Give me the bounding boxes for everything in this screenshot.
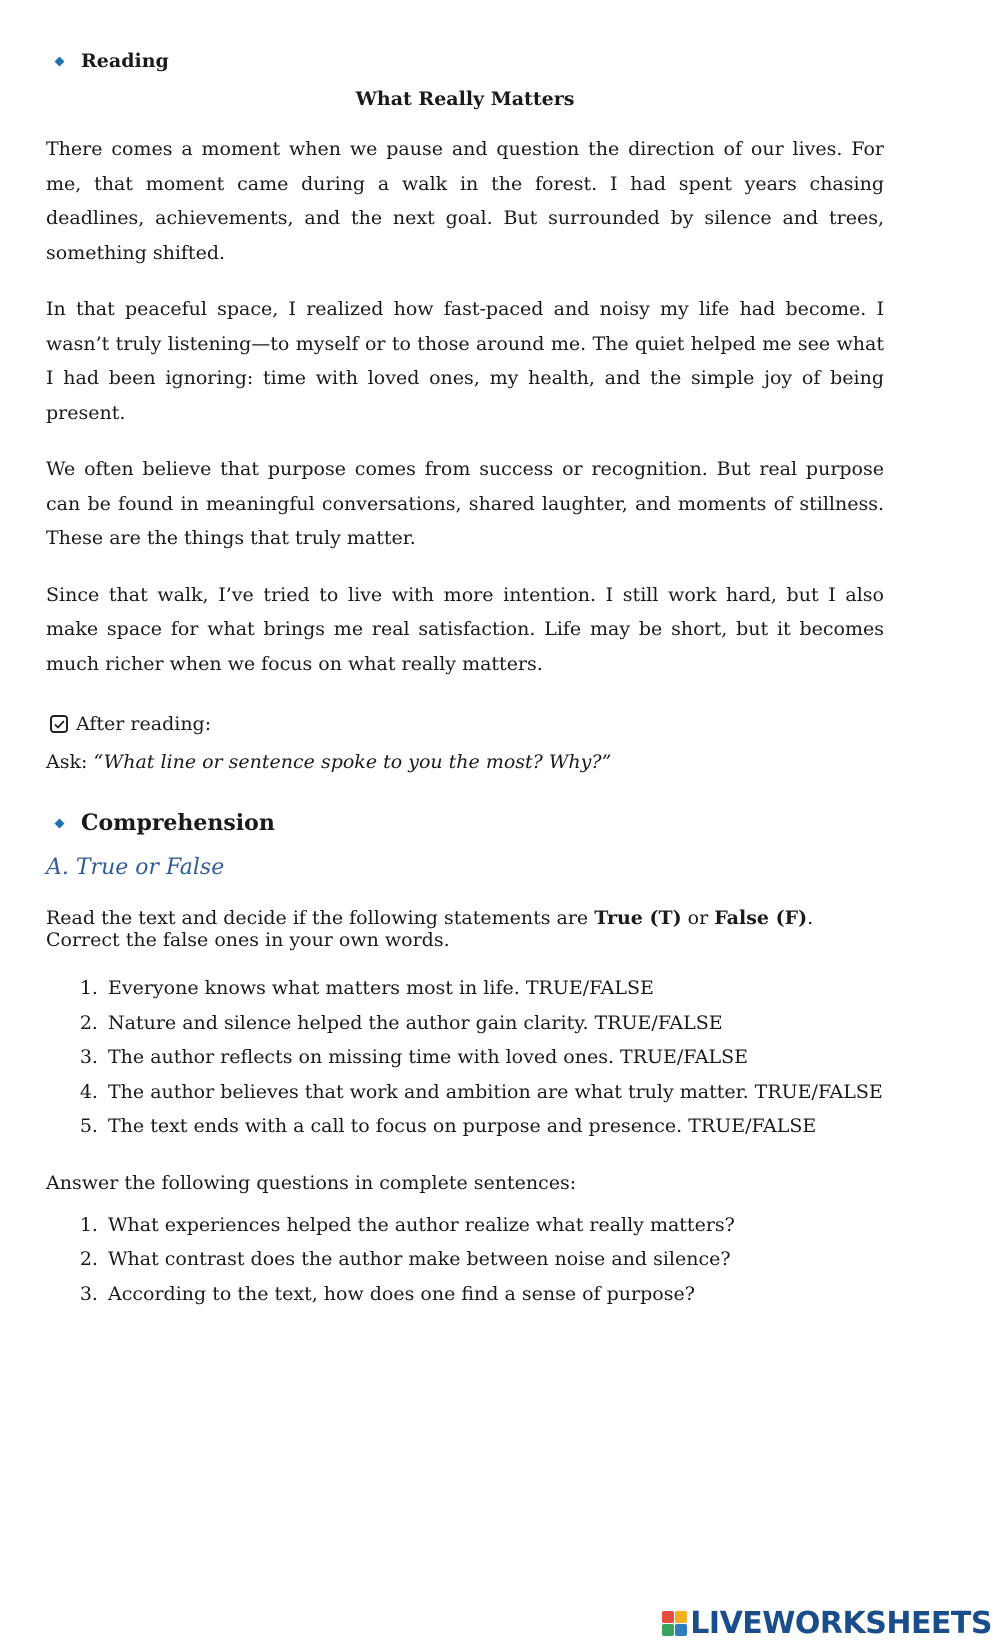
reading-section-heading [46, 44, 884, 78]
reading-paragraph-4: Since that walk, I’ve tried to live with more intention. I still work hard, but I also make space for what brings me real satisfaction. Life may be short, but it becomes much richer when we focus on what really matters. [46, 583, 884, 675]
instructions-true-label: True (T) [594, 907, 682, 929]
reading-heading-text: Reading [81, 50, 169, 72]
instructions-text-end: . Correct the false ones in your own words. [46, 907, 814, 951]
liveworksheets-logo-text: LIVEWORKSHEETS [690, 1606, 992, 1641]
true-false-subheading: A. True or False [46, 855, 225, 880]
reading-paragraph-2: In that peaceful space, I realized how fast-paced and noisy my life had become. I wasn’t truly listening—to myself or to those around me. The quiet helped me see what I had been ignoring: time with loved ones, my health, and the simple joy of being present. [46, 298, 884, 424]
answer-instructions: Answer the following questions in complete sentences: [46, 1171, 577, 1194]
reading-title: What Really Matters [355, 88, 575, 110]
liveworksheets-logo-icon [662, 1611, 688, 1637]
after-reading-label: After reading: [76, 713, 212, 735]
instructions-text: Read the text and decide if the following statements are [46, 907, 595, 929]
list-item: 4. The author believes that work and ambition are what truly matter. TRUE/FALSE [104, 1075, 884, 1110]
liveworksheets-logo [662, 1606, 992, 1641]
reading-paragraph-3: We often believe that purpose comes from success or recognition. But real purpose can be found in meaningful conversations, shared laughter, and moments of stillness. These are the things that truly matter. [46, 458, 884, 549]
instructions-false-label: False (F) [714, 907, 808, 929]
true-false-statement-list [46, 971, 884, 1144]
list-item: 3. According to the text, how does one find a sense of purpose? [104, 1277, 884, 1312]
list-item: 3. The author reflects on missing time with loved ones. TRUE/FALSE [104, 1040, 884, 1075]
comprehension-heading-text: Comprehension [81, 810, 275, 836]
after-reading-row [46, 707, 884, 741]
list-item: 2. Nature and silence helped the author gain clarity. TRUE/FALSE [104, 1006, 884, 1041]
comprehension-section-heading [46, 805, 884, 841]
question-list [46, 1208, 884, 1312]
list-item: 1. Everyone knows what matters most in life. TRUE/FALSE [104, 971, 884, 1006]
worksheet-content [46, 44, 884, 1311]
diamond-bullet-icon [55, 56, 65, 66]
ask-prompt [46, 745, 884, 779]
list-item: 5. The text ends with a call to focus on purpose and presence. TRUE/FALSE [104, 1109, 884, 1144]
true-false-instructions [46, 907, 884, 951]
diamond-bullet-icon [55, 818, 65, 828]
checkbox-checked-icon [50, 715, 68, 733]
list-item: 1. What experiences helped the author realize what really matters? [104, 1208, 884, 1243]
ask-quote: “What line or sentence spoke to you the most? Why?” [93, 751, 612, 773]
list-item: 2. What contrast does the author make between noise and silence? [104, 1242, 884, 1277]
ask-label: Ask: [46, 751, 94, 773]
reading-paragraph-1: There comes a moment when we pause and question the direction of our lives. For me, that moment came during a walk in the forest. I had spent years chasing deadlines, achievements, and the next goal. But surrounded by silence and trees, something shifted. [46, 138, 884, 264]
instructions-or-text: or [681, 907, 715, 929]
